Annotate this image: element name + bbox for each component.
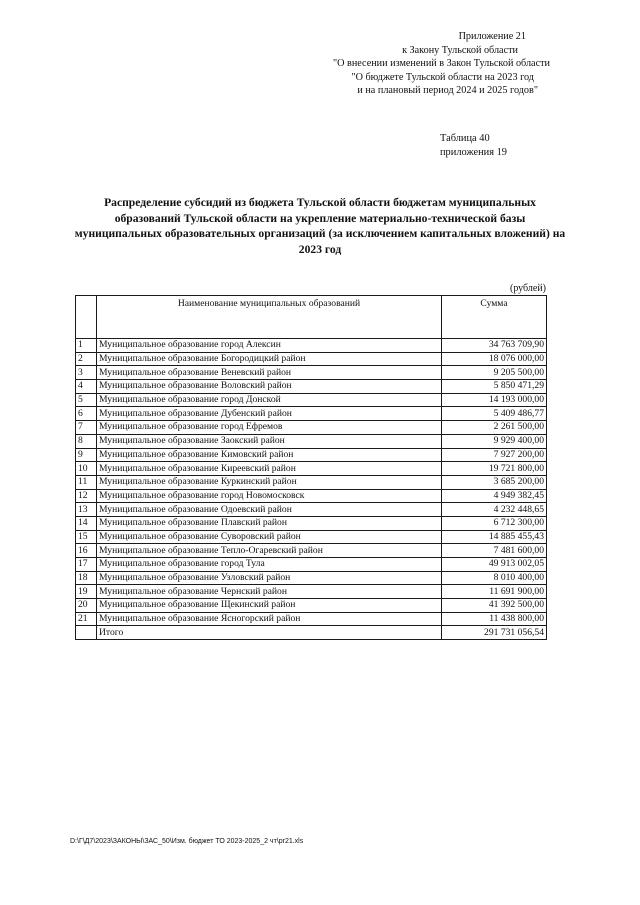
table-row	[76, 448, 547, 462]
row-sum: 5 409 486,77	[442, 407, 547, 421]
row-name: Муниципальное образование город Ефремов	[97, 421, 442, 435]
table-header-row	[76, 296, 547, 339]
row-sum: 7 927 200,00	[442, 448, 547, 462]
row-number: 17	[76, 558, 97, 572]
col-number-header	[76, 296, 97, 339]
row-number: 11	[76, 475, 97, 489]
row-sum: 41 392 500,00	[442, 599, 547, 613]
row-sum: 18 076 000,00	[442, 352, 547, 366]
row-name: Муниципальное образование Заокский район	[97, 434, 442, 448]
row-sum: 9 929 400,00	[442, 434, 547, 448]
row-name: Муниципальное образование Веневский район	[97, 366, 442, 380]
table-row	[76, 544, 547, 558]
total-number-cell	[76, 626, 97, 640]
total-label: Итого	[97, 626, 442, 640]
table-row	[76, 558, 547, 572]
row-sum: 14 193 000,00	[442, 393, 547, 407]
subsidy-table	[75, 295, 547, 640]
row-number: 15	[76, 530, 97, 544]
row-name: Муниципальное образование Узловский район	[97, 571, 442, 585]
row-sum: 8 010 400,00	[442, 571, 547, 585]
row-name: Муниципальное образование Киреевский район	[97, 462, 442, 476]
table-row	[76, 475, 547, 489]
total-sum: 291 731 056,54	[442, 626, 547, 640]
row-number: 4	[76, 380, 97, 394]
appendix-law-title-3: и на плановый период 2024 и 2025 годов"	[357, 85, 538, 97]
col-name-header: Наименование муниципальных образований	[97, 296, 442, 339]
row-number: 19	[76, 585, 97, 599]
row-number: 10	[76, 462, 97, 476]
row-sum: 5 850 471,29	[442, 380, 547, 394]
row-sum: 6 712 300,00	[442, 516, 547, 530]
row-sum: 19 721 800,00	[442, 462, 547, 476]
table-reference	[440, 132, 507, 160]
row-number: 1	[76, 339, 97, 353]
row-name: Муниципальное образование Чернский район	[97, 585, 442, 599]
row-sum: 4 232 448,65	[442, 503, 547, 517]
table-row	[76, 503, 547, 517]
table-number: Таблица 40	[440, 133, 490, 144]
table-row	[76, 585, 547, 599]
row-sum: 7 481 600,00	[442, 544, 547, 558]
appendix-law-ref: к Закону Тульской области	[402, 44, 518, 56]
table-row	[76, 366, 547, 380]
row-number: 6	[76, 407, 97, 421]
appendix-header	[333, 30, 550, 98]
row-sum: 34 763 709,90	[442, 339, 547, 353]
col-sum-header: Сумма	[442, 296, 547, 339]
row-name: Муниципальное образование Кимовский район	[97, 448, 442, 462]
row-sum: 2 261 500,00	[442, 421, 547, 435]
row-number: 7	[76, 421, 97, 435]
appendix-law-title-1: "О внесении изменений в Закон Тульской области	[332, 58, 550, 70]
table-row	[76, 599, 547, 613]
row-number: 16	[76, 544, 97, 558]
row-number: 21	[76, 612, 97, 626]
table-row	[76, 434, 547, 448]
row-number: 12	[76, 489, 97, 503]
row-name: Муниципальное образование Плавский район	[97, 516, 442, 530]
row-number: 14	[76, 516, 97, 530]
row-number: 5	[76, 393, 97, 407]
row-number: 2	[76, 352, 97, 366]
row-number: 9	[76, 448, 97, 462]
row-sum: 9 205 500,00	[442, 366, 547, 380]
row-name: Муниципальное образование город Новомосковск	[97, 489, 442, 503]
total-row	[76, 626, 547, 640]
table-row	[76, 352, 547, 366]
row-sum: 3 685 200,00	[442, 475, 547, 489]
row-sum: 11 438 800,00	[442, 612, 547, 626]
row-name: Муниципальное образование Тепло-Огаревский район	[97, 544, 442, 558]
document-title: Распределение субсидий из бюджета Тульской области бюджетам муниципальных образований Тульской области на укрепление материально-технической базы муниципальных образовательных организаций (за исключением капитальных вложений) на 2023 год	[74, 196, 566, 256]
table-appendix: приложения 19	[440, 147, 507, 158]
table-row	[76, 393, 547, 407]
row-number: 8	[76, 434, 97, 448]
row-number: 18	[76, 571, 97, 585]
file-path-footer: D:\Г\Д7\2023\ЗАКОНЫ\ЗАС_50\Изм. бюджет ТО 2023-2025_2 чт\pr21.xls	[70, 838, 304, 845]
row-number: 13	[76, 503, 97, 517]
appendix-number: Приложение 21	[458, 31, 526, 42]
row-name: Муниципальное образование Одоевский район	[97, 503, 442, 517]
row-name: Муниципальное образование Щекинский район	[97, 599, 442, 613]
table-row	[76, 571, 547, 585]
appendix-law-title-2: "О бюджете Тульской области на 2023 год	[351, 71, 534, 83]
table-row	[76, 407, 547, 421]
row-name: Муниципальное образование Богородицкий район	[97, 352, 442, 366]
row-name: Муниципальное образование Суворовский район	[97, 530, 442, 544]
table-row	[76, 530, 547, 544]
row-name: Муниципальное образование Воловский район	[97, 380, 442, 394]
row-name: Муниципальное образование Ясногорский район	[97, 612, 442, 626]
row-number: 20	[76, 599, 97, 613]
table-row	[76, 380, 547, 394]
row-name: Муниципальное образование Дубенский район	[97, 407, 442, 421]
row-sum: 11 691 900,00	[442, 585, 547, 599]
row-sum: 14 885 455,43	[442, 530, 547, 544]
row-name: Муниципальное образование город Тула	[97, 558, 442, 572]
row-name: Муниципальное образование Куркинский район	[97, 475, 442, 489]
row-sum: 4 949 382,45	[442, 489, 547, 503]
unit-label: (рублей)	[509, 283, 546, 294]
table-row	[76, 421, 547, 435]
row-sum: 49 913 002,05	[442, 558, 547, 572]
table-row	[76, 612, 547, 626]
table-row	[76, 516, 547, 530]
table-row	[76, 339, 547, 353]
table-row	[76, 489, 547, 503]
row-name: Муниципальное образование город Донской	[97, 393, 442, 407]
table-row	[76, 462, 547, 476]
row-number: 3	[76, 366, 97, 380]
row-name: Муниципальное образование город Алексин	[97, 339, 442, 353]
